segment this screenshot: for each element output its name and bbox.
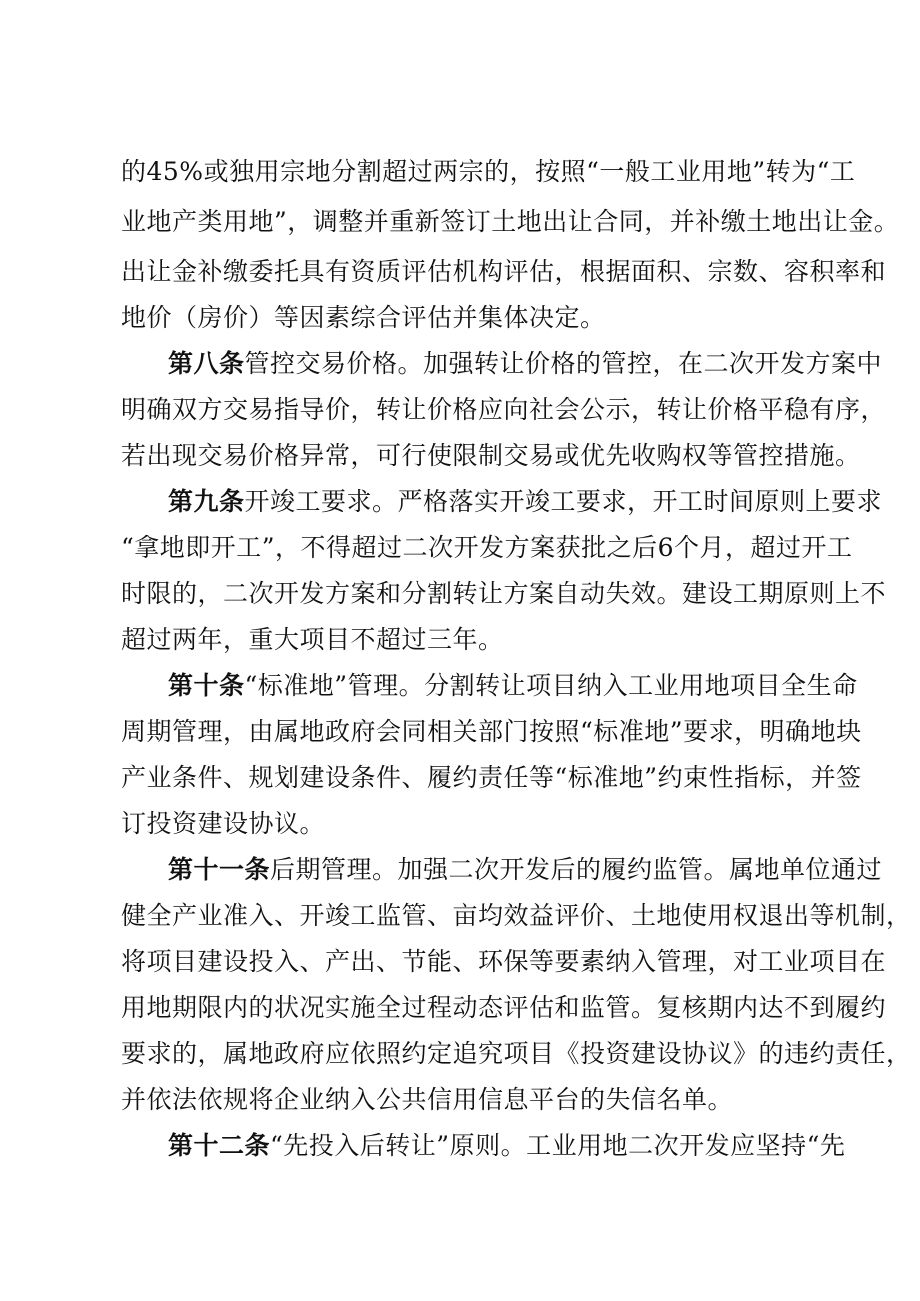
line-text: 将项目建设投入、产出、节能、环保等要素纳入管理，对工业项目在 — [121, 947, 887, 976]
article-12-line-1 — [168, 1126, 846, 1166]
paragraph-1-line-3 — [121, 252, 887, 292]
line-text: “拿地即开工”，不得超过二次开发方案获批之后6个月，超过开工 — [121, 533, 853, 562]
line-text: 时限的，二次开发方案和分割转让方案自动失效。建设工期原则上不 — [121, 579, 887, 608]
line-text: “标准地”管理。分割转让项目纳入工业用地项目全生命 — [244, 671, 858, 700]
article-9-heading: 第九条 — [168, 487, 245, 516]
paragraph-1-line-1 — [121, 152, 856, 192]
article-9-line-2 — [121, 528, 853, 568]
article-12-heading: 第十二条 — [168, 1131, 271, 1160]
article-8-line-1 — [168, 344, 883, 384]
article-11-line-5 — [121, 1034, 912, 1074]
article-9-line-3 — [121, 574, 887, 614]
line-text: 开竣工要求。严格落实开竣工要求，开工时间原则上要求 — [244, 487, 883, 516]
line-text: 周期管理，由属地政府会同相关部门按照“标准地”要求，明确地块 — [121, 717, 862, 746]
line-text: 若出现交易价格异常，可行使限制交易或优先收购权等管控措施。 — [121, 441, 861, 470]
article-8-line-3 — [121, 436, 861, 476]
line-text: 产业条件、规划建设条件、履约责任等“标准地”约束性指标，并签 — [121, 763, 862, 792]
article-11-line-4 — [121, 988, 887, 1028]
line-text: 明确双方交易指导价，转让价格应向社会公示，转让价格平稳有序， — [121, 395, 887, 424]
paragraph-1-line-2 — [121, 202, 900, 242]
article-10-heading: 第十条 — [168, 671, 245, 700]
article-11-line-1 — [168, 850, 883, 890]
line-text: 后期管理。加强二次开发后的履约监管。属地单位通过 — [270, 855, 883, 884]
article-11-line-3 — [121, 942, 887, 982]
line-text: 的45%或独用宗地分割超过两宗的，按照“一般工业用地”转为“工 — [121, 157, 856, 186]
line-text: 管控交易价格。加强转让价格的管控，在二次开发方案中 — [244, 349, 883, 378]
article-8-line-2 — [121, 390, 887, 430]
line-text: 健全产业准入、开竣工监管、亩均效益评价、土地使用权退出等机制， — [121, 901, 912, 930]
article-9-line-1 — [168, 482, 883, 522]
line-text: 订投资建设协议。 — [121, 809, 326, 838]
article-10-line-1 — [168, 666, 858, 706]
article-10-line-3 — [121, 758, 862, 798]
line-text: 并依法依规将企业纳入公共信用信息平台的失信名单。 — [121, 1085, 734, 1114]
line-text: 超过两年，重大项目不超过三年。 — [121, 625, 504, 654]
line-text: 用地期限内的状况实施全过程动态评估和监管。复核期内达不到履约 — [121, 993, 887, 1022]
line-text: 要求的，属地政府应依照约定追究项目《投资建设协议》的违约责任， — [121, 1039, 912, 1068]
paragraph-1-line-4 — [121, 298, 811, 338]
line-text: “先投入后转让”原则。工业用地二次开发应坚持“先 — [270, 1131, 846, 1160]
article-11-line-2 — [121, 896, 912, 936]
line-text: 地价（房价）等因素综合评估并集体决定。 — [121, 303, 606, 332]
article-10-line-4 — [121, 804, 811, 844]
article-8-heading: 第八条 — [168, 349, 245, 378]
line-text: 业地产类用地”，调整并重新签订土地出让合同，并补缴土地出让金。 — [121, 207, 900, 236]
article-11-line-6 — [121, 1080, 811, 1120]
article-9-line-4 — [121, 620, 811, 660]
article-11-heading: 第十一条 — [168, 855, 271, 884]
article-10-line-2 — [121, 712, 862, 752]
line-text: 出让金补缴委托具有资质评估机构评估，根据面积、宗数、容积率和 — [121, 257, 887, 286]
